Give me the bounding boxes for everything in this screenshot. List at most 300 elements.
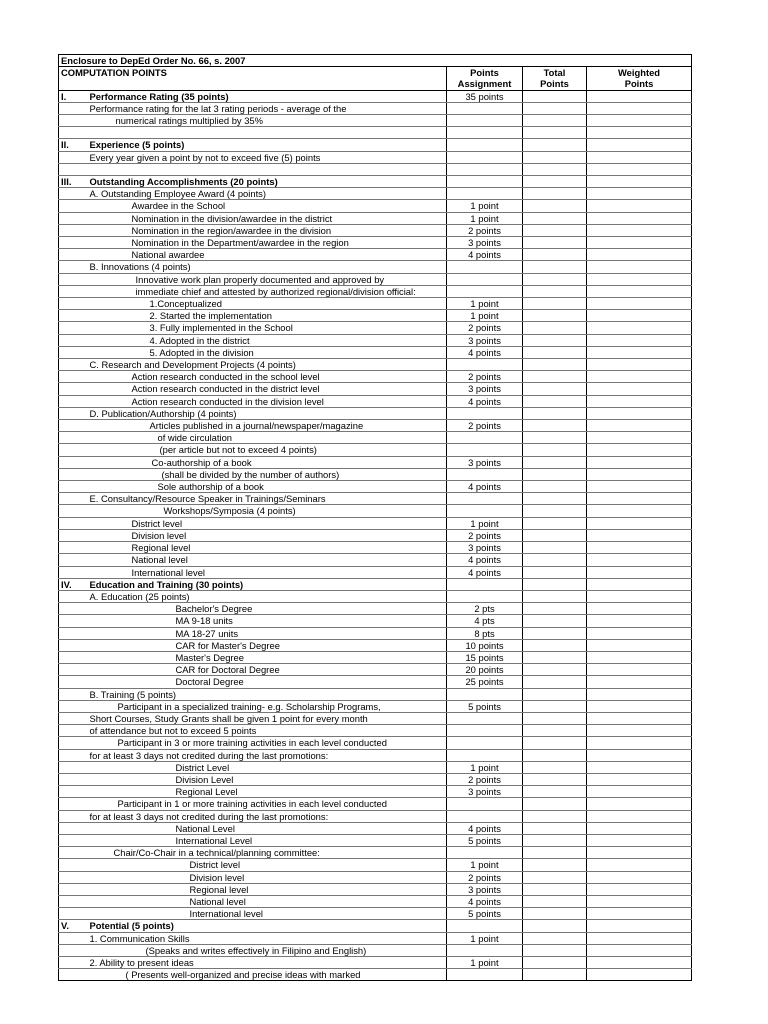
- weighted-points-cell[interactable]: [587, 420, 692, 432]
- weighted-points-cell[interactable]: [587, 273, 692, 285]
- table-row: [59, 420, 692, 432]
- total-points-cell[interactable]: [523, 895, 587, 907]
- total-points-cell[interactable]: [523, 847, 587, 859]
- weighted-points-cell[interactable]: [587, 566, 692, 578]
- total-points-cell[interactable]: [523, 200, 587, 212]
- weighted-points-cell[interactable]: [587, 871, 692, 883]
- section-number: [59, 517, 88, 529]
- total-points-cell[interactable]: [523, 285, 587, 297]
- item-description: ( Presents well-organized and precise ideas with marked: [88, 969, 447, 981]
- total-points-cell[interactable]: [523, 798, 587, 810]
- total-points-cell[interactable]: [523, 957, 587, 969]
- weighted-points-cell[interactable]: [587, 505, 692, 517]
- item-description: B. Innovations (4 points): [88, 261, 447, 273]
- points-assignment-cell: [447, 163, 523, 175]
- points-assignment-cell: 35 points: [447, 90, 523, 102]
- points-assignment-cell: 4 points: [447, 395, 523, 407]
- points-assignment-cell: [447, 188, 523, 200]
- points-assignment-header: [447, 67, 523, 90]
- points-assignment-cell: 25 points: [447, 676, 523, 688]
- points-assignment-cell: [447, 468, 523, 480]
- total-points-cell[interactable]: [523, 322, 587, 334]
- table-row: [59, 310, 692, 322]
- weighted-points-cell[interactable]: [587, 676, 692, 688]
- total-points-cell[interactable]: [523, 761, 587, 773]
- points-assignment-cell: [447, 359, 523, 371]
- computation-points-table: [58, 54, 692, 981]
- points-assignment-cell: [447, 578, 523, 590]
- table-row: [59, 932, 692, 944]
- points-assignment-cell: 4 points: [447, 895, 523, 907]
- weighted-points-cell[interactable]: [587, 163, 692, 175]
- section-number: [59, 237, 88, 249]
- weighted-points-cell[interactable]: [587, 212, 692, 224]
- weighted-points-cell[interactable]: [587, 895, 692, 907]
- weighted-points-cell[interactable]: [587, 737, 692, 749]
- weighted-points-cell[interactable]: [587, 529, 692, 541]
- weighted-points-cell[interactable]: [587, 627, 692, 639]
- points-assignment-cell: 3 points: [447, 383, 523, 395]
- total-points-cell[interactable]: [523, 505, 587, 517]
- total-points-cell[interactable]: [523, 456, 587, 468]
- points-assignment-cell: [447, 151, 523, 163]
- points-assignment-cell: [447, 944, 523, 956]
- total-points-cell[interactable]: [523, 822, 587, 834]
- total-points-cell[interactable]: [523, 359, 587, 371]
- table-row: [59, 200, 692, 212]
- section-number: II.: [59, 139, 88, 151]
- item-description: Doctoral Degree: [88, 676, 447, 688]
- points-assignment-cell: 4 points: [447, 566, 523, 578]
- total-points-cell[interactable]: [523, 493, 587, 505]
- item-description: 1.Conceptualized: [88, 298, 447, 310]
- item-description: Performance rating for the lat 3 rating periods - average of the: [88, 102, 447, 114]
- total-points-cell[interactable]: [523, 163, 587, 175]
- weighted-points-cell[interactable]: [587, 773, 692, 785]
- total-points-cell[interactable]: [523, 542, 587, 554]
- table-row: [59, 749, 692, 761]
- section-number: [59, 371, 88, 383]
- points-assignment-cell: [447, 273, 523, 285]
- weighted-points-cell[interactable]: [587, 590, 692, 602]
- item-description: (per article but not to exceed 4 points): [88, 444, 447, 456]
- table-row: [59, 712, 692, 724]
- weighted-points-cell[interactable]: [587, 310, 692, 322]
- total-points-cell[interactable]: [523, 700, 587, 712]
- points-assignment-cell: 1 point: [447, 859, 523, 871]
- total-points-cell[interactable]: [523, 908, 587, 920]
- points-assignment-cell: 2 points: [447, 371, 523, 383]
- weighted-points-cell[interactable]: [587, 603, 692, 615]
- weighted-points-cell[interactable]: [587, 554, 692, 566]
- weighted-points-cell[interactable]: [587, 90, 692, 102]
- points-assignment-cell: [447, 749, 523, 761]
- table-row: [59, 761, 692, 773]
- total-points-cell[interactable]: [523, 566, 587, 578]
- weighted-points-cell[interactable]: [587, 688, 692, 700]
- section-number: [59, 115, 88, 127]
- section-number: [59, 249, 88, 261]
- total-points-cell[interactable]: [523, 810, 587, 822]
- item-description: District Level: [88, 761, 447, 773]
- total-points-cell[interactable]: [523, 578, 587, 590]
- weighted-points-cell[interactable]: [587, 859, 692, 871]
- weighted-points-cell[interactable]: [587, 847, 692, 859]
- total-points-cell[interactable]: [523, 627, 587, 639]
- section-number: [59, 359, 88, 371]
- item-description: Experience (5 points): [88, 139, 447, 151]
- item-description: Division level: [88, 871, 447, 883]
- section-number: [59, 383, 88, 395]
- item-description: immediate chief and attested by authorized regional/division official:: [88, 285, 447, 297]
- total-points-cell[interactable]: [523, 969, 587, 981]
- total-points-line2: Points: [540, 78, 569, 90]
- table-row: [59, 798, 692, 810]
- weighted-points-cell[interactable]: [587, 200, 692, 212]
- item-description: Articles published in a journal/newspaper/magazine: [88, 420, 447, 432]
- table-row: [59, 542, 692, 554]
- total-points-cell[interactable]: [523, 639, 587, 651]
- item-description: Nomination in the Department/awardee in the region: [88, 237, 447, 249]
- item-description: numerical ratings multiplied by 35%: [88, 115, 447, 127]
- weighted-points-cell[interactable]: [587, 639, 692, 651]
- table-row: [59, 554, 692, 566]
- weighted-points-cell[interactable]: [587, 810, 692, 822]
- weighted-points-cell[interactable]: [587, 334, 692, 346]
- item-description: of wide circulation: [88, 432, 447, 444]
- total-points-cell[interactable]: [523, 346, 587, 358]
- weighted-points-header: [587, 67, 692, 90]
- section-number: [59, 822, 88, 834]
- section-number: [59, 102, 88, 114]
- item-description: Nomination in the division/awardee in the district: [88, 212, 447, 224]
- total-points-cell[interactable]: [523, 151, 587, 163]
- item-description: National awardee: [88, 249, 447, 261]
- weighted-points-cell[interactable]: [587, 944, 692, 956]
- total-points-cell[interactable]: [523, 676, 587, 688]
- total-points-cell[interactable]: [523, 212, 587, 224]
- total-points-cell[interactable]: [523, 371, 587, 383]
- total-points-cell[interactable]: [523, 773, 587, 785]
- section-number: [59, 456, 88, 468]
- weighted-points-cell[interactable]: [587, 664, 692, 676]
- weighted-points-cell[interactable]: [587, 834, 692, 846]
- points-assignment-cell: 1 point: [447, 932, 523, 944]
- weighted-points-cell[interactable]: [587, 298, 692, 310]
- section-number: [59, 688, 88, 700]
- weighted-points-cell[interactable]: [587, 578, 692, 590]
- total-points-cell[interactable]: [523, 749, 587, 761]
- table-row: [59, 407, 692, 419]
- weighted-points-line1: Weighted: [618, 67, 661, 79]
- weighted-points-cell[interactable]: [587, 481, 692, 493]
- table-row: [59, 237, 692, 249]
- total-points-cell[interactable]: [523, 651, 587, 663]
- item-description: (Speaks and writes effectively in Filipino and English): [88, 944, 447, 956]
- points-assignment-line2: Assignment: [457, 78, 512, 90]
- weighted-points-cell[interactable]: [587, 371, 692, 383]
- item-description: (shall be divided by the number of authors): [88, 468, 447, 480]
- total-points-cell[interactable]: [523, 444, 587, 456]
- weighted-points-cell[interactable]: [587, 407, 692, 419]
- total-points-cell[interactable]: [523, 603, 587, 615]
- weighted-points-cell[interactable]: [587, 468, 692, 480]
- table-row: [59, 102, 692, 114]
- points-assignment-cell: [447, 432, 523, 444]
- weighted-points-cell[interactable]: [587, 615, 692, 627]
- table-row: [59, 908, 692, 920]
- total-points-cell[interactable]: [523, 127, 587, 139]
- section-number: [59, 761, 88, 773]
- total-points-cell[interactable]: [523, 383, 587, 395]
- total-points-cell[interactable]: [523, 188, 587, 200]
- weighted-points-cell[interactable]: [587, 493, 692, 505]
- weighted-points-cell[interactable]: [587, 115, 692, 127]
- points-assignment-cell: [447, 847, 523, 859]
- total-points-cell[interactable]: [523, 615, 587, 627]
- total-points-cell[interactable]: [523, 786, 587, 798]
- item-description: Every year given a point by not to exceed five (5) points: [88, 151, 447, 163]
- weighted-points-cell[interactable]: [587, 444, 692, 456]
- total-points-header: [523, 67, 587, 90]
- table-row: [59, 371, 692, 383]
- weighted-points-cell[interactable]: [587, 346, 692, 358]
- computation-points-header: COMPUTATION POINTS: [59, 67, 447, 90]
- weighted-points-cell[interactable]: [587, 798, 692, 810]
- section-number: [59, 273, 88, 285]
- total-points-cell[interactable]: [523, 468, 587, 480]
- item-description: 2. Ability to present ideas: [88, 957, 447, 969]
- weighted-points-cell[interactable]: [587, 127, 692, 139]
- item-description: Education and Training (30 points): [88, 578, 447, 590]
- table-row: [59, 115, 692, 127]
- points-assignment-cell: [447, 505, 523, 517]
- weighted-points-cell[interactable]: [587, 383, 692, 395]
- table-row: [59, 505, 692, 517]
- points-assignment-cell: 5 points: [447, 834, 523, 846]
- table-row: [59, 468, 692, 480]
- item-description: Workshops/Symposia (4 points): [88, 505, 447, 517]
- weighted-points-cell[interactable]: [587, 432, 692, 444]
- weighted-points-cell[interactable]: [587, 224, 692, 236]
- section-number: [59, 407, 88, 419]
- table-row: [59, 773, 692, 785]
- item-description: Bachelor's Degree: [88, 603, 447, 615]
- weighted-points-cell[interactable]: [587, 102, 692, 114]
- weighted-points-cell[interactable]: [587, 761, 692, 773]
- table-row: [59, 395, 692, 407]
- points-assignment-cell: 10 points: [447, 639, 523, 651]
- item-description: Innovative work plan properly documented and approved by: [88, 273, 447, 285]
- weighted-points-cell[interactable]: [587, 176, 692, 188]
- weighted-points-cell[interactable]: [587, 517, 692, 529]
- table-row: [59, 273, 692, 285]
- item-description: Master's Degree: [88, 651, 447, 663]
- points-assignment-cell: 3 points: [447, 542, 523, 554]
- table-row: [59, 627, 692, 639]
- section-number: [59, 529, 88, 541]
- points-assignment-cell: 1 point: [447, 517, 523, 529]
- total-points-cell[interactable]: [523, 115, 587, 127]
- section-number: [59, 615, 88, 627]
- table-row: [59, 895, 692, 907]
- total-points-cell[interactable]: [523, 834, 587, 846]
- total-points-cell[interactable]: [523, 737, 587, 749]
- total-points-cell[interactable]: [523, 944, 587, 956]
- weighted-points-line2: Points: [624, 78, 654, 90]
- total-points-cell[interactable]: [523, 432, 587, 444]
- weighted-points-cell[interactable]: [587, 749, 692, 761]
- section-number: [59, 932, 88, 944]
- weighted-points-cell[interactable]: [587, 700, 692, 712]
- points-assignment-cell: 1 point: [447, 761, 523, 773]
- item-description: CAR for Master's Degree: [88, 639, 447, 651]
- weighted-points-cell[interactable]: [587, 932, 692, 944]
- weighted-points-cell[interactable]: [587, 920, 692, 932]
- weighted-points-cell[interactable]: [587, 786, 692, 798]
- points-assignment-cell: [447, 407, 523, 419]
- weighted-points-cell[interactable]: [587, 456, 692, 468]
- total-points-cell[interactable]: [523, 407, 587, 419]
- weighted-points-cell[interactable]: [587, 883, 692, 895]
- points-assignment-cell: 2 pts: [447, 603, 523, 615]
- weighted-points-cell[interactable]: [587, 725, 692, 737]
- points-assignment-cell: 1 point: [447, 298, 523, 310]
- item-description: Division level: [88, 529, 447, 541]
- table-row: [59, 432, 692, 444]
- total-points-cell[interactable]: [523, 554, 587, 566]
- points-assignment-cell: [447, 712, 523, 724]
- total-points-cell[interactable]: [523, 102, 587, 114]
- section-number: [59, 847, 88, 859]
- total-points-cell[interactable]: [523, 224, 587, 236]
- weighted-points-cell[interactable]: [587, 822, 692, 834]
- weighted-points-cell[interactable]: [587, 285, 692, 297]
- section-number: [59, 200, 88, 212]
- item-description: D. Publication/Authorship (4 points): [88, 407, 447, 419]
- item-description: Nomination in the region/awardee in the division: [88, 224, 447, 236]
- total-points-cell[interactable]: [523, 517, 587, 529]
- total-points-cell[interactable]: [523, 725, 587, 737]
- item-description: Co-authorship of a book: [88, 456, 447, 468]
- total-points-cell[interactable]: [523, 420, 587, 432]
- total-points-cell[interactable]: [523, 664, 587, 676]
- table-row: [59, 883, 692, 895]
- item-description: Action research conducted in the school level: [88, 371, 447, 383]
- points-assignment-cell: [447, 810, 523, 822]
- table-row: [59, 920, 692, 932]
- total-points-cell[interactable]: [523, 395, 587, 407]
- weighted-points-cell[interactable]: [587, 712, 692, 724]
- item-description: 1. Communication Skills: [88, 932, 447, 944]
- weighted-points-cell[interactable]: [587, 908, 692, 920]
- section-number: [59, 420, 88, 432]
- total-points-cell[interactable]: [523, 90, 587, 102]
- total-points-cell[interactable]: [523, 334, 587, 346]
- section-number: [59, 944, 88, 956]
- table-row: [59, 139, 692, 151]
- item-description: Regional Level: [88, 786, 447, 798]
- item-description: C. Research and Development Projects (4 points): [88, 359, 447, 371]
- section-number: [59, 603, 88, 615]
- weighted-points-cell[interactable]: [587, 237, 692, 249]
- total-points-cell[interactable]: [523, 310, 587, 322]
- item-description: International level: [88, 566, 447, 578]
- total-points-cell[interactable]: [523, 298, 587, 310]
- weighted-points-cell[interactable]: [587, 261, 692, 273]
- points-assignment-cell: 20 points: [447, 664, 523, 676]
- total-points-cell[interactable]: [523, 481, 587, 493]
- total-points-cell[interactable]: [523, 249, 587, 261]
- weighted-points-cell[interactable]: [587, 188, 692, 200]
- total-points-cell[interactable]: [523, 237, 587, 249]
- weighted-points-cell[interactable]: [587, 957, 692, 969]
- total-points-cell[interactable]: [523, 590, 587, 602]
- section-number: IV.: [59, 578, 88, 590]
- weighted-points-cell[interactable]: [587, 249, 692, 261]
- weighted-points-cell[interactable]: [587, 651, 692, 663]
- total-points-cell[interactable]: [523, 261, 587, 273]
- table-row: [59, 944, 692, 956]
- table-row: [59, 334, 692, 346]
- table-row: [59, 456, 692, 468]
- total-points-cell[interactable]: [523, 920, 587, 932]
- table-row: [59, 444, 692, 456]
- item-description: [88, 163, 447, 175]
- points-assignment-cell: 2 points: [447, 871, 523, 883]
- section-number: [59, 834, 88, 846]
- table-row: [59, 176, 692, 188]
- weighted-points-cell[interactable]: [587, 322, 692, 334]
- section-number: [59, 212, 88, 224]
- points-assignment-cell: 4 points: [447, 822, 523, 834]
- weighted-points-cell[interactable]: [587, 139, 692, 151]
- weighted-points-cell[interactable]: [587, 395, 692, 407]
- item-description: A. Outstanding Employee Award (4 points): [88, 188, 447, 200]
- section-number: [59, 261, 88, 273]
- section-number: [59, 505, 88, 517]
- weighted-points-cell[interactable]: [587, 151, 692, 163]
- section-number: [59, 627, 88, 639]
- weighted-points-cell[interactable]: [587, 969, 692, 981]
- section-number: [59, 639, 88, 651]
- weighted-points-cell[interactable]: [587, 542, 692, 554]
- total-points-cell[interactable]: [523, 139, 587, 151]
- total-points-cell[interactable]: [523, 883, 587, 895]
- item-description: Chair/Co-Chair in a technical/planning committee:: [88, 847, 447, 859]
- weighted-points-cell[interactable]: [587, 359, 692, 371]
- total-points-cell[interactable]: [523, 859, 587, 871]
- section-number: [59, 871, 88, 883]
- total-points-cell[interactable]: [523, 932, 587, 944]
- section-number: [59, 957, 88, 969]
- total-points-cell[interactable]: [523, 176, 587, 188]
- section-number: [59, 908, 88, 920]
- total-points-cell[interactable]: [523, 712, 587, 724]
- table-row: [59, 725, 692, 737]
- section-number: [59, 676, 88, 688]
- section-number: [59, 322, 88, 334]
- points-assignment-cell: 2 points: [447, 773, 523, 785]
- total-points-cell[interactable]: [523, 529, 587, 541]
- enclosure-title: Enclosure to DepEd Order No. 66, s. 2007: [59, 55, 692, 67]
- section-number: [59, 151, 88, 163]
- total-points-cell[interactable]: [523, 688, 587, 700]
- item-description: 2. Started the implementation: [88, 310, 447, 322]
- total-points-cell[interactable]: [523, 871, 587, 883]
- points-assignment-cell: [447, 590, 523, 602]
- total-points-cell[interactable]: [523, 273, 587, 285]
